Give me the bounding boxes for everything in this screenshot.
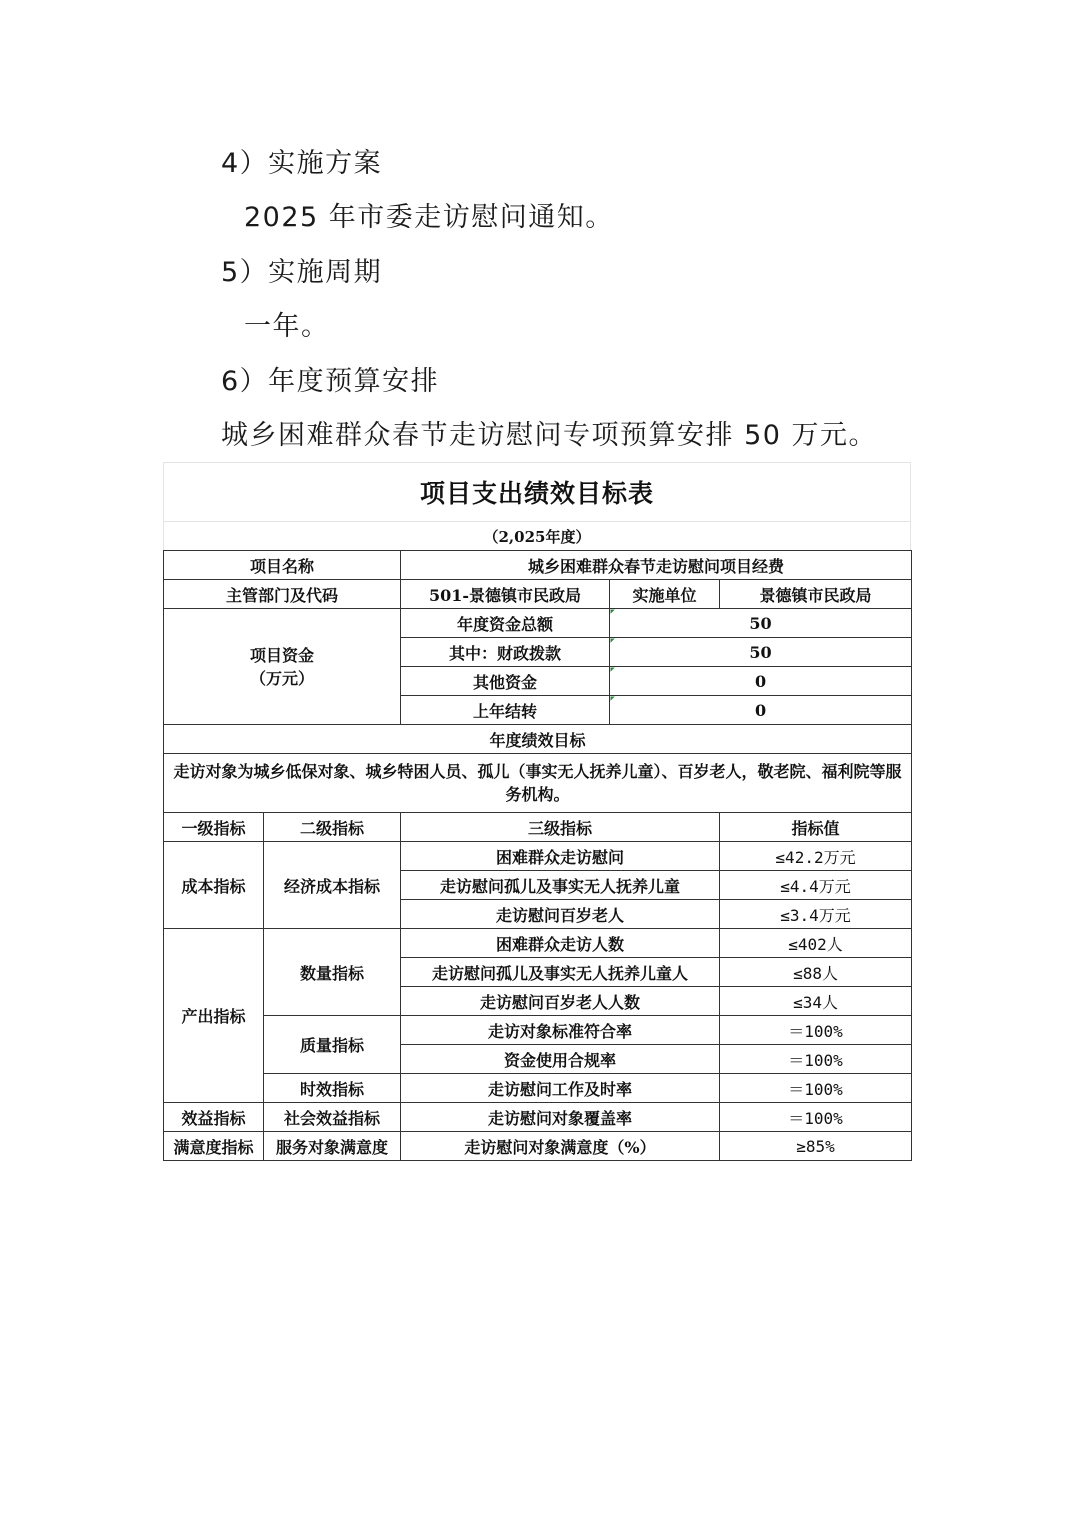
fund-item-value: 0 — [610, 667, 912, 696]
indicator-name: 资金使用合规率 — [401, 1045, 720, 1074]
dept-label: 主管部门及代码 — [164, 580, 401, 609]
table-row — [164, 1074, 912, 1103]
fund-item-label: 其他资金 — [401, 667, 610, 696]
fund-item-value: 50 — [610, 638, 912, 667]
indicator-value: ＝100% — [720, 1103, 912, 1132]
heading-annual-budget: 6）年度预算安排 — [221, 366, 440, 397]
indicator-value: ≤34人 — [720, 987, 912, 1016]
table-row — [164, 929, 912, 958]
table-row — [164, 842, 912, 871]
indicator-value: ≤402人 — [720, 929, 912, 958]
implementation-cycle-text: 一年。 — [244, 311, 330, 342]
indicator-value: ≤4.4万元 — [720, 871, 912, 900]
fund-item-label: 其中：财政拨款 — [401, 638, 610, 667]
impl-unit-label: 实施单位 — [610, 580, 720, 609]
output-level1: 产出指标 — [164, 929, 264, 1103]
benefit-level1: 效益指标 — [164, 1103, 264, 1132]
header-level2: 二级指标 — [264, 813, 401, 842]
indicator-name: 走访慰问孤儿及事实无人抚养儿童人 — [401, 958, 720, 987]
annual-goal-header: 年度绩效目标 — [164, 725, 912, 754]
table-row — [164, 1103, 912, 1132]
dept-value: 501-景德镇市民政局 — [401, 580, 610, 609]
heading-implementation-plan: 4）实施方案 — [221, 148, 383, 179]
fund-item-label: 年度资金总额 — [401, 609, 610, 638]
header-level1: 一级指标 — [164, 813, 264, 842]
table-row — [164, 551, 912, 580]
indicator-value: ＝100% — [720, 1074, 912, 1103]
fund-item-value: 0 — [610, 696, 912, 725]
performance-table — [163, 550, 912, 1161]
timeliness-level2: 时效指标 — [264, 1074, 401, 1103]
fund-label: 项目资金 （万元） — [164, 609, 401, 725]
table-row — [164, 1132, 912, 1161]
header-level3: 三级指标 — [401, 813, 720, 842]
satisfaction-level2: 服务对象满意度 — [264, 1132, 401, 1161]
implementation-plan-text: 2025 年市委走访慰问通知。 — [244, 202, 614, 233]
impl-unit-value: 景德镇市民政局 — [720, 580, 912, 609]
table-row — [164, 725, 912, 754]
quality-level2: 质量指标 — [264, 1016, 401, 1074]
table-row — [164, 813, 912, 842]
indicator-value: ＝100% — [720, 1016, 912, 1045]
header-value: 指标值 — [720, 813, 912, 842]
indicator-value: ≤3.4万元 — [720, 900, 912, 929]
indicator-value: ≥85% — [720, 1132, 912, 1161]
indicator-name: 走访慰问孤儿及事实无人抚养儿童 — [401, 871, 720, 900]
indicator-name: 走访慰问对象覆盖率 — [401, 1103, 720, 1132]
indicator-name: 走访慰问对象满意度（%） — [401, 1132, 720, 1161]
indicator-value: ≤88人 — [720, 958, 912, 987]
fund-item-label: 上年结转 — [401, 696, 610, 725]
annual-budget-text: 城乡困难群众春节走访慰问专项预算安排 50 万元。 — [221, 420, 878, 451]
benefit-level2: 社会效益指标 — [264, 1103, 401, 1132]
project-name-value: 城乡困难群众春节走访慰问项目经费 — [401, 551, 912, 580]
performance-target-sheet — [163, 462, 911, 1161]
indicator-name: 困难群众走访慰问 — [401, 842, 720, 871]
indicator-value: ＝100% — [720, 1045, 912, 1074]
cost-level1: 成本指标 — [164, 842, 264, 929]
sheet-year: （2,025年度） — [163, 521, 911, 550]
indicator-name: 走访慰问百岁老人人数 — [401, 987, 720, 1016]
indicator-name: 走访慰问工作及时率 — [401, 1074, 720, 1103]
heading-implementation-cycle: 5）实施周期 — [221, 257, 383, 288]
cost-level2: 经济成本指标 — [264, 842, 401, 929]
project-name-label: 项目名称 — [164, 551, 401, 580]
sheet-title: 项目支出绩效目标表 — [163, 462, 911, 521]
table-row — [164, 754, 912, 813]
satisfaction-level1: 满意度指标 — [164, 1132, 264, 1161]
indicator-name: 走访慰问百岁老人 — [401, 900, 720, 929]
table-row — [164, 580, 912, 609]
indicator-value: ≤42.2万元 — [720, 842, 912, 871]
table-row — [164, 609, 912, 638]
annual-goal-text: 走访对象为城乡低保对象、城乡特困人员、孤儿（事实无人抚养儿童）、百岁老人，敬老院、福利院等服务机构。 — [164, 754, 912, 813]
table-row — [164, 1016, 912, 1045]
quantity-level2: 数量指标 — [264, 929, 401, 1016]
indicator-name: 困难群众走访人数 — [401, 929, 720, 958]
fund-item-value: 50 — [610, 609, 912, 638]
indicator-name: 走访对象标准符合率 — [401, 1016, 720, 1045]
